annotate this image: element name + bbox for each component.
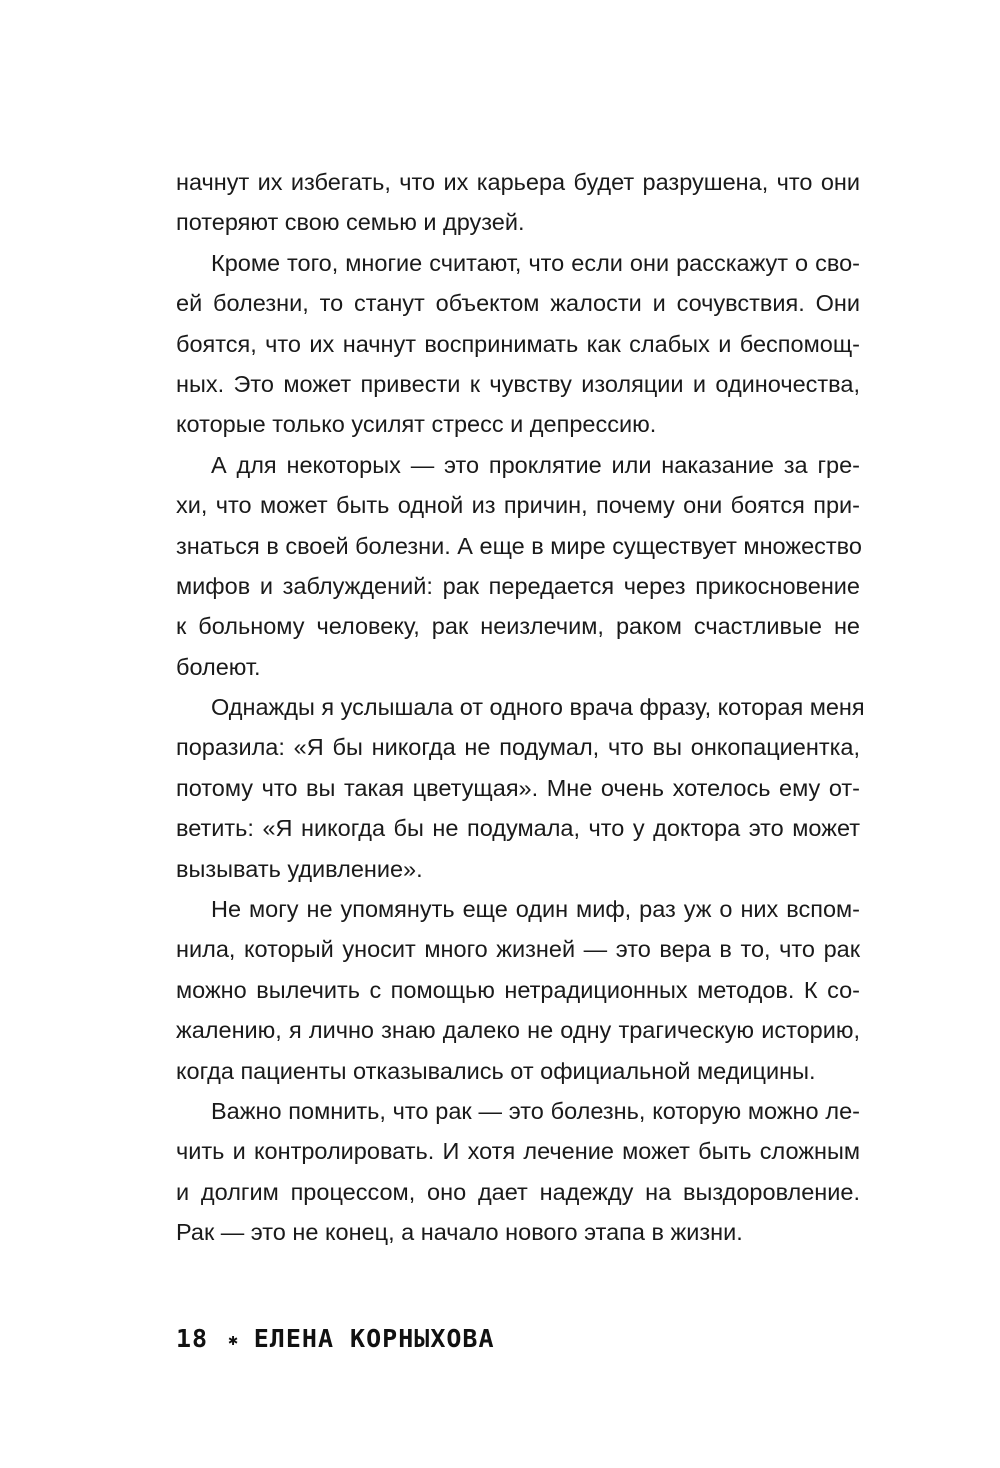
text-line: ей болезни, то станут объектом жалости и сочувствия. Они xyxy=(176,290,860,317)
asterisk-separator-icon: ✱ xyxy=(228,1329,238,1349)
text-line: и долгим процессом, оно дает надежду на выздоровление. xyxy=(176,1178,860,1205)
text-line: к больному человеку, рак неизлечим, раком счастливые не xyxy=(176,613,860,640)
author-name: ЕЛЕНА КОРНЫХОВА xyxy=(253,1323,495,1353)
text-line: жалению, я лично знаю далеко не одну трагическую историю, xyxy=(176,1017,860,1044)
text-line: Кроме того, многие считают, что если они расскажут о сво- xyxy=(211,249,860,276)
page-body-text xyxy=(176,162,865,1253)
text-line: хи, что может быть одной из причин, почему они боятся при- xyxy=(176,492,860,519)
text-line: которые только усилят стресс и депрессию. xyxy=(176,411,657,438)
text-line: чить и контролировать. И хотя лечение может быть сложным xyxy=(176,1138,860,1165)
text-line: боятся, что их начнут воспринимать как слабых и беспомощ- xyxy=(176,330,860,357)
text-line: ветить: «Я никогда бы не подумала, что у доктора это может xyxy=(176,815,860,842)
text-line: ных. Это может привести к чувству изоляции и одиночества, xyxy=(176,370,860,397)
text-line: Однажды я услышала от одного врача фразу, которая меня xyxy=(211,694,865,721)
text-line: потеряют свою семью и друзей. xyxy=(176,209,525,236)
page-number: 18 xyxy=(176,1323,209,1353)
text-line: Важно помнить, что рак — это болезнь, которую можно ле- xyxy=(211,1097,860,1124)
text-line: знаться в своей болезни. А еще в мире существует множество xyxy=(176,532,862,559)
text-line: когда пациенты отказывались от официальной медицины. xyxy=(176,1057,816,1084)
text-line: А для некоторых — это проклятие или наказание за гре- xyxy=(211,451,860,478)
text-line: можно вылечить с помощью нетрадиционных методов. К со- xyxy=(176,976,860,1003)
text-line: болеют. xyxy=(176,653,261,680)
text-line: мифов и заблуждений: рак передается через прикосновение xyxy=(176,572,860,599)
text-line: вызывать удивление». xyxy=(176,855,423,882)
text-line: начнут их избегать, что их карьера будет разрушена, что они xyxy=(176,169,860,195)
text-line: нила, который уносит много жизней — это вера в то, что рак xyxy=(176,936,860,963)
text-line: Рак — это не конец, а начало нового этапа в жизни. xyxy=(176,1219,743,1246)
text-line: Не могу не упомянуть еще один миф, раз уж о них вспом- xyxy=(211,896,860,923)
text-line: потому что вы такая цветущая». Мне очень хотелось ему от- xyxy=(176,774,860,801)
text-line: поразила: «Я бы никогда не подумал, что вы онкопациентка, xyxy=(176,734,860,761)
page-footer xyxy=(176,1318,495,1358)
